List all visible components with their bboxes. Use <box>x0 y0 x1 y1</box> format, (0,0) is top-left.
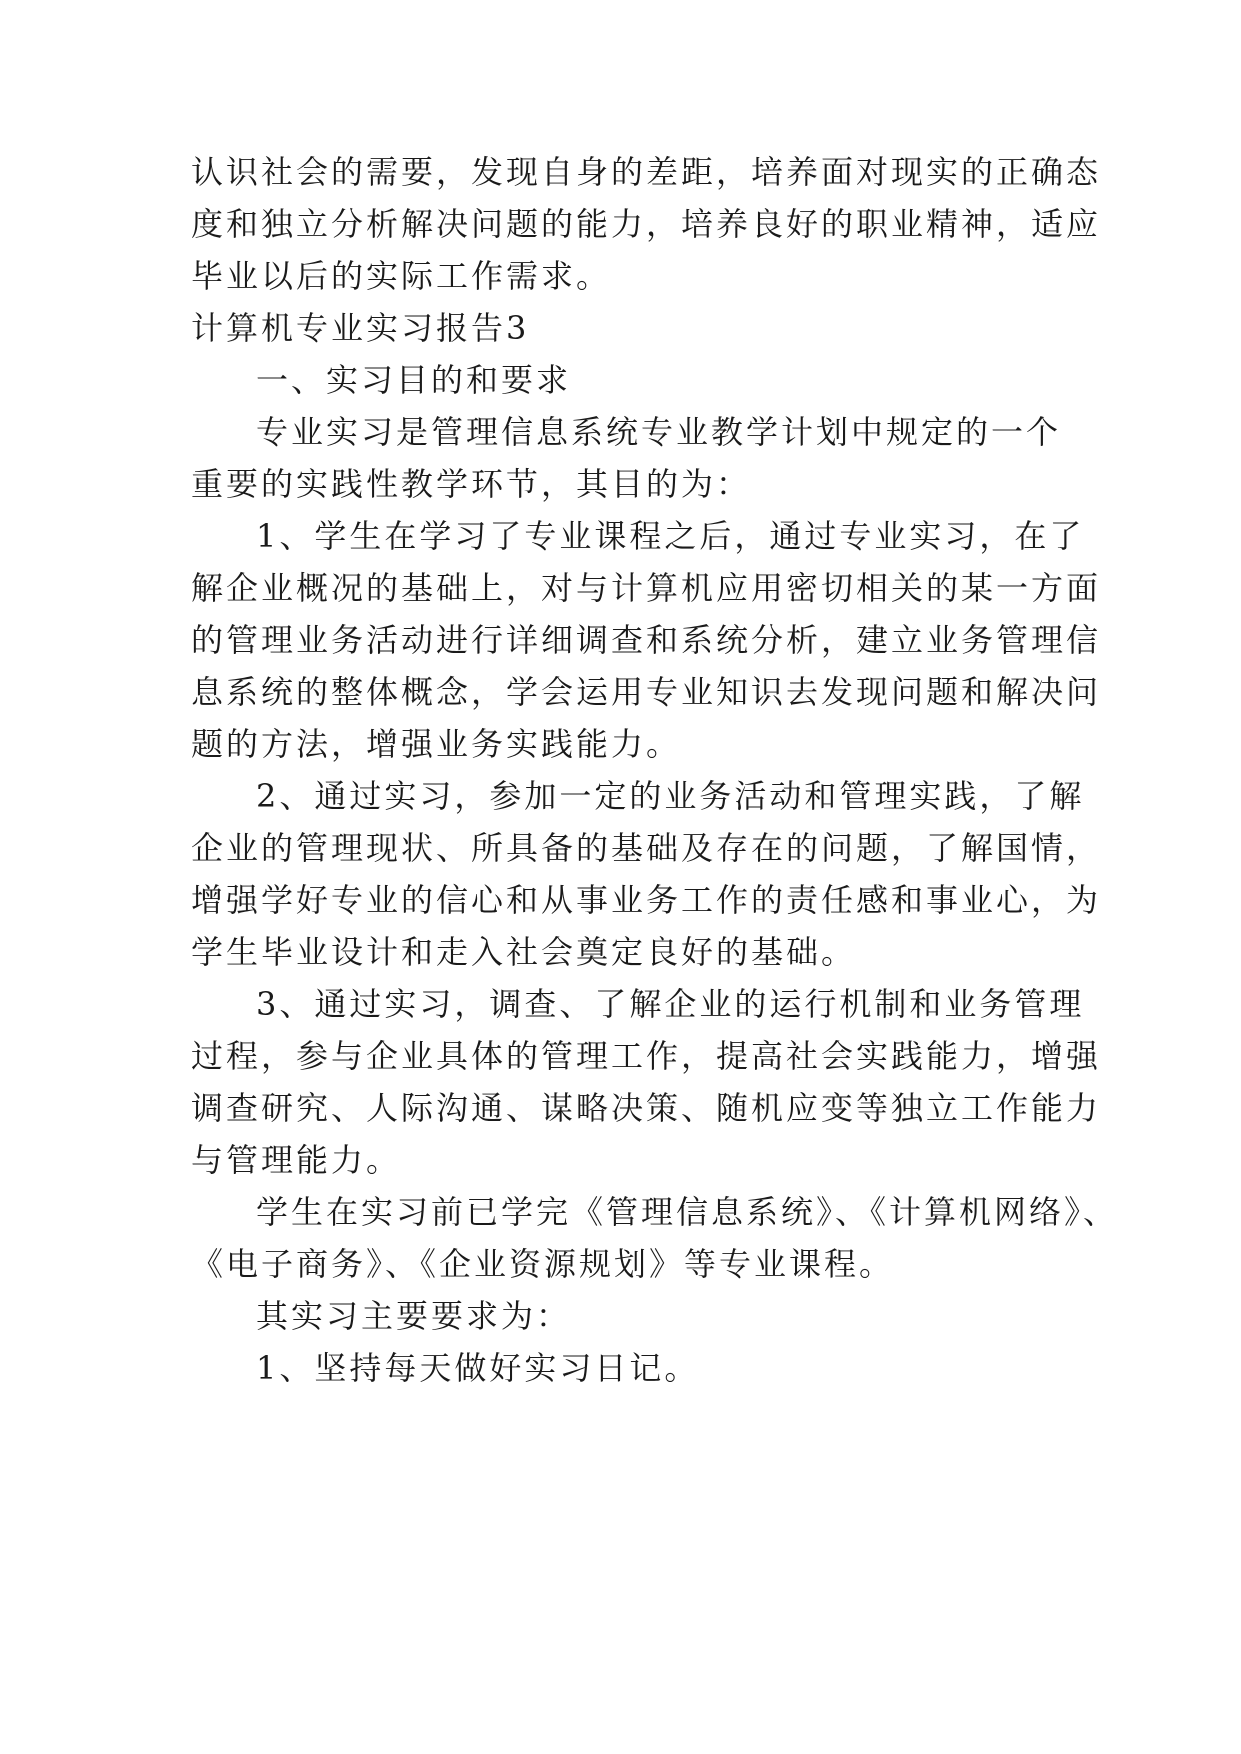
paragraph-line: 1、学生在学习了专业课程之后，通过专业实习，在了 <box>256 517 1085 555</box>
paragraph-line: 增强学好专业的信心和从事业务工作的责任感和事业心，为 <box>191 881 1102 919</box>
section-heading: 计算机专业实习报告3 <box>191 309 530 347</box>
paragraph-line: 学生在实习前已学完《管理信息系统》、《计算机网络》、 <box>256 1193 1119 1231</box>
paragraph-line: 专业实习是管理信息系统专业教学计划中规定的一个 <box>256 413 1062 451</box>
paragraph-line: 题的方法，增强业务实践能力。 <box>191 725 682 763</box>
paragraph-line: 过程，参与企业具体的管理工作，提高社会实践能力，增强 <box>191 1037 1102 1075</box>
paragraph-line: 毕业以后的实际工作需求。 <box>191 257 612 295</box>
paragraph-line: 《电子商务》、《企业资源规划》等专业课程。 <box>191 1245 895 1283</box>
paragraph-line: 认识社会的需要，发现自身的差距，培养面对现实的正确态 <box>191 153 1102 191</box>
paragraph-line: 重要的实践性教学环节，其目的为： <box>191 465 752 503</box>
paragraph-line: 与管理能力。 <box>191 1141 402 1179</box>
paragraph-line: 调查研究、人际沟通、谋略决策、随机应变等独立工作能力 <box>191 1089 1102 1127</box>
paragraph-line: 学生毕业设计和走入社会奠定良好的基础。 <box>191 933 857 971</box>
paragraph-line: 的管理业务活动进行详细调查和系统分析，建立业务管理信 <box>191 621 1102 659</box>
paragraph-line: 解企业概况的基础上，对与计算机应用密切相关的某一方面 <box>191 569 1102 607</box>
paragraph-line: 1、坚持每天做好实习日记。 <box>256 1349 700 1387</box>
paragraph-line: 息系统的整体概念，学会运用专业知识去发现问题和解决问 <box>191 673 1102 711</box>
paragraph-line: 度和独立分析解决问题的能力，培养良好的职业精神，适应 <box>191 205 1102 243</box>
paragraph-line: 其实习主要要求为： <box>256 1297 572 1335</box>
paragraph-line: 2、通过实习，参加一定的业务活动和管理实践，了解 <box>256 777 1085 815</box>
paragraph-line: 3、通过实习，调查、了解企业的运行机制和业务管理 <box>256 985 1085 1023</box>
subsection-heading: 一、实习目的和要求 <box>256 361 572 399</box>
paragraph-line: 企业的管理现状、所具备的基础及存在的问题，了解国情， <box>191 829 1102 867</box>
